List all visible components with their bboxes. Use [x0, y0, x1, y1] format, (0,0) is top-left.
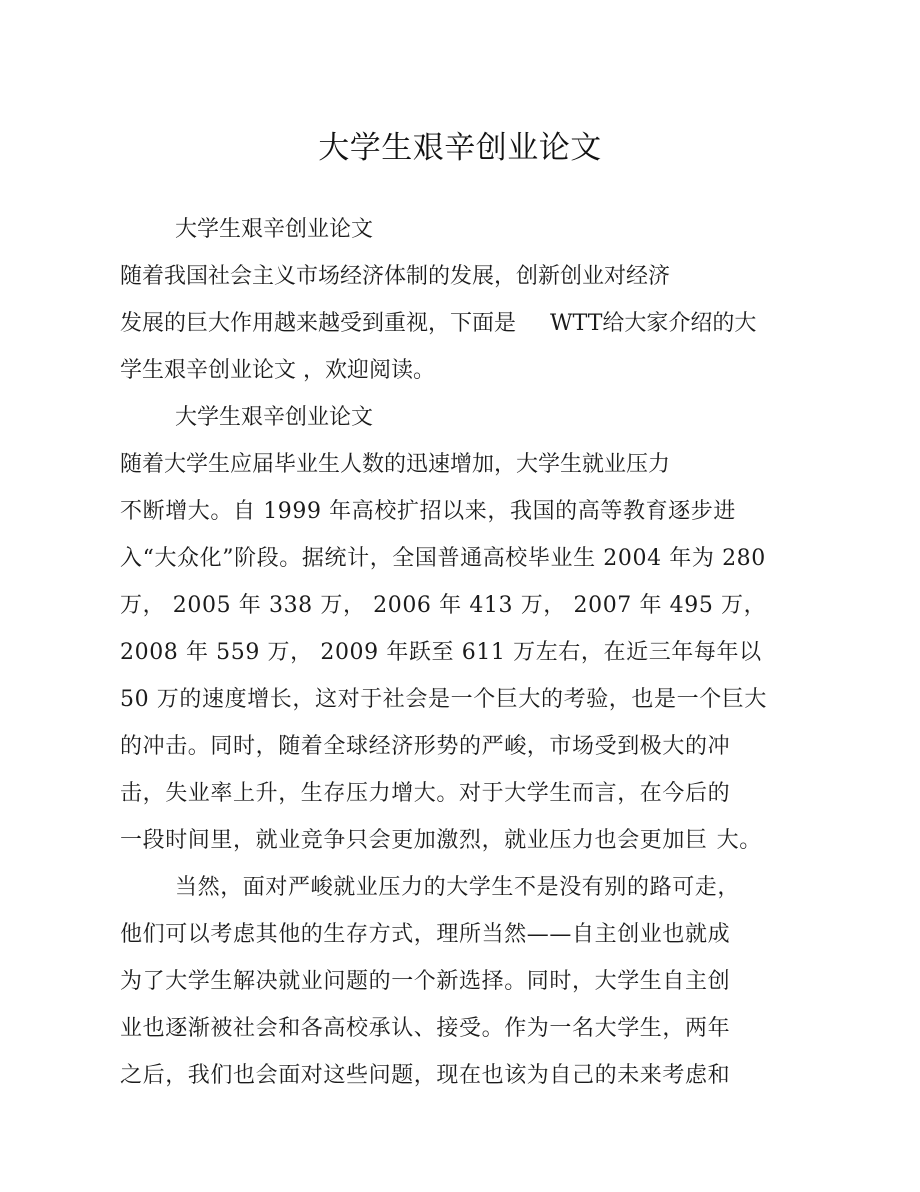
line-text-tail: 大。 — [716, 828, 762, 853]
document-body — [120, 206, 800, 1099]
paragraph-line: 为了大学生解决就业问题的一个新选择。同时，大学生自主创 — [120, 969, 731, 994]
paragraph-line: 之后，我们也会面对这些问题，现在也该为自己的未来考虑和 — [120, 1063, 731, 1088]
page-title: 大学生艰辛创业论文 — [318, 130, 602, 166]
paragraph-line: 的冲击。同时，随着全球经济形势的严峻，市场受到极大的冲 — [120, 734, 731, 759]
paragraph-line: 大学生艰辛创业论文 — [175, 217, 374, 242]
paragraph-line-statistics: 50 万的速度增长，这对于社会是一个巨大的考验，也是一个巨大 — [120, 687, 767, 712]
paragraph-line: 不断增大。自 1999 年高校扩招以来，我国的高等教育逐步进 — [120, 499, 736, 524]
paragraph-line: 大学生艰辛创业论文 — [175, 405, 374, 430]
source-credit-text: WTT给大家介绍的大 — [550, 311, 757, 336]
line-text-lead: 发展的巨大作用越来越受到重视，下面是 — [120, 311, 517, 336]
paragraph-line: 学生艰辛创业论文 ，欢迎阅读。 — [120, 358, 435, 383]
paragraph-line: 当然，面对严峻就业压力的大学生不是没有别的路可走， — [175, 875, 741, 900]
paragraph-line-with-source — [120, 300, 800, 347]
paragraph-line: 击，失业率上升，生存压力增大。对于大学生而言，在今后的 — [120, 781, 731, 806]
paragraph-line-statistics: 万， 2005 年 338 万， 2006 年 413 万， 2007 年 495 万， — [120, 593, 767, 618]
paragraph-line: 他们可以考虑其他的生存方式，理所当然——自主创业也就成 — [120, 922, 731, 947]
paragraph-line: 随着我国社会主义市场经济体制的发展，创新创业对经济 — [120, 264, 671, 289]
paragraph-line: 业也逐渐被社会和各高校承认、接受。作为一名大学生，两年 — [120, 1016, 731, 1041]
line-text-lead: 一段时间里，就业竞争只会更加激烈，就业压力也会更加巨 — [120, 828, 708, 853]
paragraph-line-statistics: 2008 年 559 万， 2009 年跃至 611 万左右，在近三年每年以 — [120, 640, 762, 665]
paragraph-line: 随着大学生应届毕业生人数的迅速增加，大学生就业压力 — [120, 452, 671, 477]
paragraph-line-split — [120, 817, 800, 864]
paragraph-line-statistics: 入“大众化”阶段。据统计，全国普通高校毕业生 2004 年为 280 — [120, 546, 766, 571]
